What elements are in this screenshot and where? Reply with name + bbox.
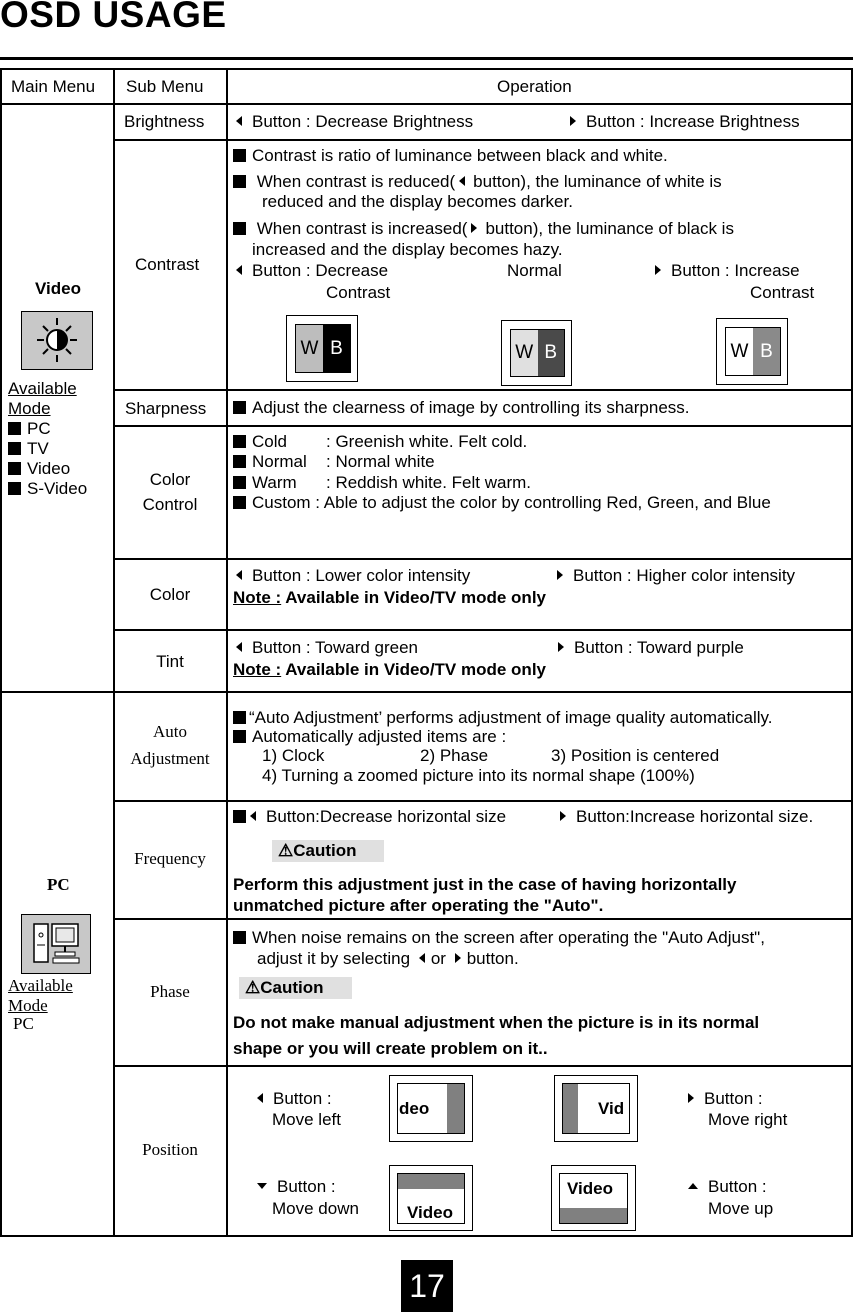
header-sub-menu: Sub Menu [126,77,204,96]
color-control-custom: Custom : Able to adjust the color by controlling Red, Green, and Blue [233,493,771,513]
contrast-sample-increase: W B [716,318,788,385]
right-arrow-icon [558,642,564,652]
sub-menu-frequency: Frequency [134,849,206,868]
frequency-warning-2: unmatched picture after operating the "Auto". [233,896,604,915]
phase-caution-badge: ⚠Caution [239,977,352,999]
frequency-increase: Button:Increase horizontal size. [560,807,813,827]
sub-menu-position: Position [142,1140,198,1159]
page-title: OSD USAGE [0,0,227,35]
position-up-2: Move up [708,1199,774,1218]
table-border-top [0,68,853,70]
phase-warning-2: shape or you will create problem on it.. [233,1039,548,1058]
position-down-1: Button : [257,1177,336,1197]
warning-icon: ⚠ [245,978,261,997]
video-mode-item: Video [8,459,70,479]
contrast-bullet-3: When contrast is increased( button), the luminance of black is [233,219,734,239]
position-down-2: Move down [272,1199,359,1218]
frequency-warning-1: Perform this adjustment just in the case of having horizontally [233,875,737,894]
phase-bullet-1: When noise remains on the screen after operating the "Auto Adjust", [233,928,765,948]
bullet-square-icon [8,482,21,495]
left-arrow-icon [459,176,465,186]
bullet-square-icon [233,175,246,188]
right-arrow-icon [560,811,566,821]
pc-available-label: Available [8,976,73,995]
brightness-icon [21,311,93,370]
bullet-square-icon [233,810,246,823]
header-main-menu: Main Menu [11,77,96,96]
contrast-increase: Button : Increase [655,261,800,281]
right-arrow-icon [455,953,461,963]
pc-computer-icon [21,914,91,974]
auto-item-clock: 1) Clock [262,746,325,765]
sub-menu-color: Color [149,585,191,604]
color-note: Note : Available in Video/TV mode only [233,588,546,607]
row-line [113,389,853,391]
auto-bullet-1: “Auto Adjustment’ performs adjustment of image quality automatically. [233,708,772,728]
color-higher: Button : Higher color intensity [557,566,795,586]
auto-item-phase: 2) Phase [420,746,489,765]
video-mode-label: Mode [8,399,51,418]
bullet-square-icon [233,730,246,743]
left-arrow-icon [419,953,425,963]
bullet-square-icon [233,435,246,448]
auto-bullet-2: Automatically adjusted items are : [233,727,506,747]
position-up-1: Button : [688,1177,767,1197]
bullet-square-icon [8,422,21,435]
bullet-square-icon [233,222,246,235]
main-menu-video: Video [35,279,81,298]
left-arrow-icon [257,1093,263,1103]
header-operation: Operation [497,77,572,96]
bullet-square-icon [233,496,246,509]
row-line [113,139,853,141]
video-available-label: Available [8,379,77,398]
header-line [0,103,853,105]
bullet-square-icon [233,149,246,162]
auto-item-zoom: 4) Turning a zoomed picture into its normal shape (100%) [262,766,695,785]
phase-bullet-1-cont: adjust it by selecting or button. [257,949,519,968]
position-sample-left: deo [389,1075,473,1142]
title-rule [0,57,853,60]
sub-menu-color-control-2: Control [142,495,198,514]
color-control-warm: Warm [233,473,297,493]
color-control-warm-desc: : Reddish white. Felt warm. [326,473,532,492]
right-arrow-icon [655,265,661,275]
bullet-square-icon [233,455,246,468]
pc-mode-label: Mode [8,996,48,1015]
sub-menu-tint: Tint [156,652,184,671]
contrast-normal: Normal [507,261,562,280]
auto-item-position: 3) Position is centered [551,746,720,765]
page-number: 17 [401,1260,453,1312]
contrast-decrease-2: Contrast [326,283,391,302]
sharpness-text: Adjust the clearness of image by controlling its sharpness. [233,398,690,418]
left-arrow-icon [236,265,242,275]
sub-menu-color-control-1: Color [149,470,191,489]
table-border-bottom [0,1235,853,1237]
contrast-sample-normal: W B [501,320,572,386]
sub-menu-sharpness: Sharpness [125,399,207,418]
row-line [113,1065,853,1067]
color-control-normal-desc: : Normal white [326,452,435,471]
row-line [113,918,853,920]
warning-icon: ⚠ [278,841,294,860]
up-arrow-icon [688,1183,698,1189]
down-arrow-icon [257,1183,267,1189]
contrast-decrease: Button : Decrease [236,261,388,281]
contrast-bullet-2: When contrast is reduced( button), the luminance of white is [233,172,722,192]
contrast-bullet-3-cont: increased and the display becomes hazy. [252,240,563,259]
left-arrow-icon [236,570,242,580]
bullet-square-icon [8,442,21,455]
sub-menu-brightness: Brightness [124,112,205,131]
contrast-bullet-1: Contrast is ratio of luminance between black and white. [233,146,668,166]
main-menu-pc: PC [47,875,70,894]
contrast-bullet-2-cont: reduced and the display becomes darker. [262,192,573,211]
position-right-1: Button : [688,1089,763,1109]
frequency-caution-badge: ⚠Caution [272,840,384,862]
position-sample-down: Video [389,1165,473,1231]
right-arrow-icon [557,570,563,580]
right-arrow-icon [570,116,576,126]
left-arrow-icon [250,811,256,821]
tint-purple: Button : Toward purple [558,638,744,658]
brightness-increase: Button : Increase Brightness [570,112,800,132]
bullet-square-icon [233,711,246,724]
sub-menu-phase: Phase [150,982,190,1001]
sub-menu-auto-2: Adjustment [130,749,210,768]
left-arrow-icon [236,642,242,652]
left-arrow-icon [236,116,242,126]
right-arrow-icon [471,223,477,233]
row-line [113,425,853,427]
row-line [113,800,853,802]
contrast-increase-2: Contrast [750,283,815,302]
bullet-square-icon [233,931,246,944]
position-left-2: Move left [272,1110,341,1129]
position-left-1: Button : [257,1089,332,1109]
video-mode-item: S-Video [8,479,87,499]
right-arrow-icon [688,1093,694,1103]
row-line [113,558,853,560]
brightness-decrease: Button : Decrease Brightness [236,112,473,132]
section-line [0,691,853,693]
col-line-2 [226,68,228,1237]
sub-menu-contrast: Contrast [135,255,200,274]
phase-warning-1: Do not make manual adjustment when the picture is in its normal [233,1013,760,1032]
pc-mode-item: PC [13,1014,34,1033]
tint-note: Note : Available in Video/TV mode only [233,660,546,679]
sub-menu-auto-1: Auto [153,722,187,741]
position-right-2: Move right [708,1110,788,1129]
row-line [113,629,853,631]
color-lower: Button : Lower color intensity [236,566,470,586]
position-sample-right: Vid [554,1075,638,1142]
bullet-square-icon [8,462,21,475]
tint-green: Button : Toward green [236,638,418,658]
bullet-square-icon [233,476,246,489]
contrast-sample-decrease: W B [286,315,358,382]
color-control-cold: Cold [233,432,287,452]
color-control-normal: Normal [233,452,307,472]
position-sample-up: Video [551,1165,636,1231]
color-control-cold-desc: : Greenish white. Felt cold. [326,432,528,451]
table-border-left [0,68,2,1237]
frequency-decrease: Button:Decrease horizontal size [233,807,506,827]
bullet-square-icon [233,401,246,414]
video-mode-item: TV [8,439,49,459]
video-mode-item: PC [8,419,51,439]
